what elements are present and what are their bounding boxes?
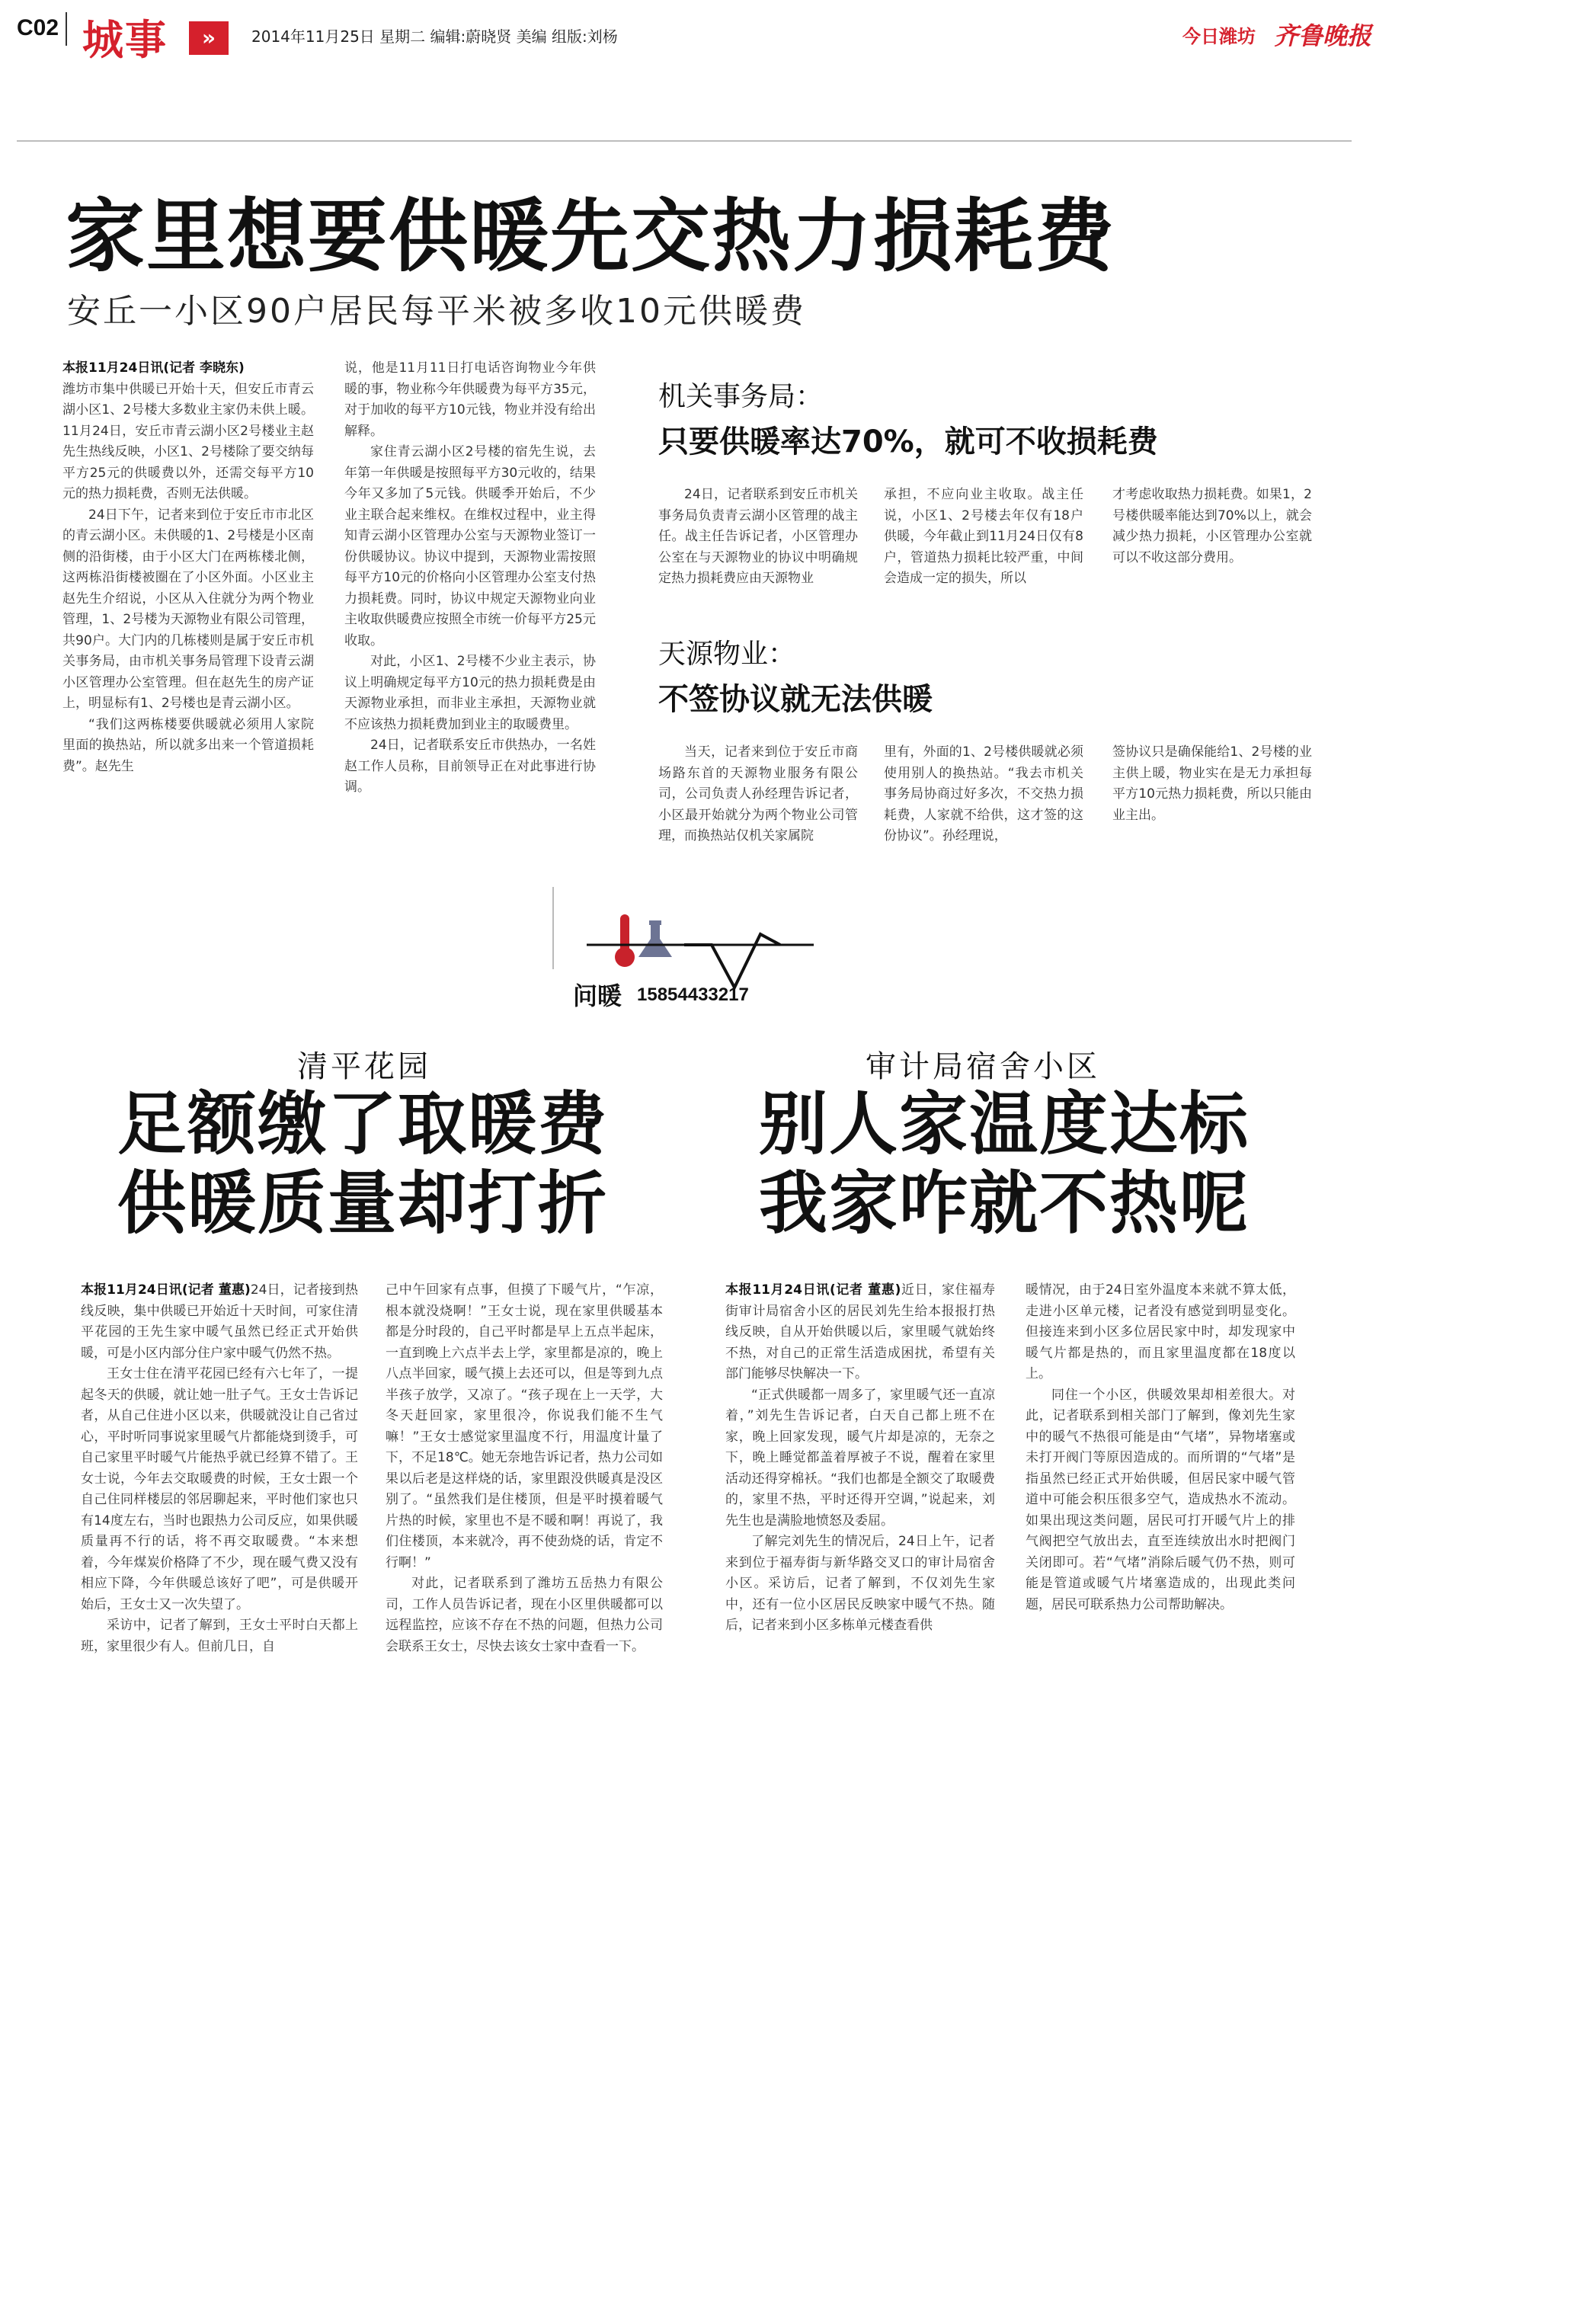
paragraph: 24日，记者联系到安丘市机关事务局负责青云湖小区管理的战主任。战主任告诉记者，小区管理办公室在与天源物业的协议中明确规定热力损耗费应由天源物业 (658, 487, 858, 586)
header-rule (17, 140, 1352, 142)
hotline-label: 问暖 (573, 981, 622, 1010)
paragraph: 对此，小区1、2号楼不少业主表示，协议上明确规定每平方10元的热力损耗费是由天源物业承担，而非业主承担，天源物业就不应该热力损耗费加到业主的取暖费里。 (344, 654, 596, 732)
paragraph: 里有，外面的1、2号楼供暖就必须使用别人的换热站。“我去市机关事务局协商过好多次，不交热力损耗费，人家就不给供，这才签的这份协议”。孙经理说， (884, 744, 1083, 843)
left-story-column-2 (386, 1280, 663, 1722)
right-story-column-2 (1026, 1280, 1295, 1722)
section-title: 城事 (82, 16, 168, 64)
byline: 本报11月24日讯(记者 董惠) (81, 1282, 251, 1298)
header-divider (66, 12, 67, 46)
paragraph: 对此，记者联系到了潍坊五岳热力有限公司，工作人员告诉记者，现在小区里供暖都可以远程监控，应该不存在不热的问题，但热力公司会联系王女士，尽快去该女士家中查看一下。 (386, 1576, 663, 1654)
flask-icon (638, 920, 672, 957)
paragraph: 家住青云湖小区2号楼的宿先生说，去年第一年供暖是按照每平方30元收的，结果今年又多加了5元钱。供暖季开始后，不少业主联合起来维权。在维权过程中，业主得知青云湖小区管理办公室与天源物业签订一份供暖协议。协议中提到，天源物业需按照每平方10元的价格向小区管理办公室支付热力损耗费。同时，协议中规定天源物业向业主收取供暖费应按照全市统一价每平方25元收取。 (344, 444, 596, 648)
right-story-column-1 (725, 1280, 995, 1722)
sidebar-column-1 (658, 742, 858, 872)
paragraph: 当天，记者来到位于安丘市商场路东首的天源物业服务有限公司，公司负责人孙经理告诉记者，小区最开始就分为两个物业公司管理，而换热站仅机关家属院 (658, 744, 858, 843)
sidebar-headline: 不签协议就无法供暖 (658, 682, 933, 717)
paragraph: 签协议只是确保能给1、2号楼的业主供上暖，物业实在是无力承担每平方10元热力损耗费，所以只能由业主出。 (1112, 744, 1312, 823)
sidebar-column-2 (884, 485, 1083, 614)
paragraph: 同住一个小区，供暖效果却相差很大。对此，记者联系到相关部门了解到，像刘先生家中的暖气不热很可能是由“气堵”，异物堵塞或未打开阀门等原因造成的。而所谓的“气堵”是指虽然已经正式开始供暖，但居民家中暖气管道中可能会积压很多空气，造成热水不流动。如果出现这类问题，居民可打开暖气片上的排气阀把空气放出去，直至连续放出水时把阀门关闭即可。若“气堵”消除后暖气仍不热，则可能是管道或暖气片堵塞造成的，出现此类问题，居民可联系热力公司帮助解决。 (1026, 1387, 1295, 1612)
sidebar-column-3 (1112, 742, 1312, 872)
paragraph: 暖情况，由于24日室外温度本来就不算太低，走进小区单元楼，记者没有感觉到明显变化。但接连来到小区多位居民家中时，却发现家中暖气片都是热的，而且家里温度都在18度以上。 (1026, 1282, 1295, 1381)
sidebar-column-1 (658, 485, 858, 614)
paragraph: 潍坊市集中供暖已开始十天，但安丘市青云湖小区1、2号楼大多数业主家仍未供上暖。11月24日，安丘市青云湖小区2号楼业主赵先生热线反映，小区1、2号楼除了要交纳每平方25元的供暖费以外，还需交每平方10元的热力损耗费，否则无法供暖。 (62, 381, 314, 501)
masthead-logo: 齐鲁晚报 (1274, 21, 1372, 50)
paragraph: 24日下午，记者来到位于安丘市市北区的青云湖小区。未供暖的1、2号楼是小区南侧的沿街楼，由于小区大门在两栋楼北侧，这两栋沿街楼被圈在了小区外面。小区业主赵先生介绍说，小区从入住就分为两个物业管理，1、2号楼为天源物业有限公司管理，共90户。大门内的几栋楼则是属于安丘市机关事务局，由市机关事务局管理下设青云湖小区管理办公室管理。但在赵先生的房产证上，明显标有1、2号楼也是青云湖小区。 (62, 507, 314, 711)
story-kicker-right: 审计局宿舍小区 (866, 1049, 1100, 1084)
section-arrow-icon: » (189, 21, 229, 55)
sidebar-kicker: 天源物业： (658, 639, 796, 670)
main-subheadline: 安丘一小区90户居民每平米被多收10元供暖费 (67, 292, 806, 331)
hotline-phone: 15854433217 (637, 984, 749, 1005)
sidebar-kicker: 机关事务局： (658, 381, 824, 412)
byline: 本报11月24日讯(记者 董惠) (725, 1282, 901, 1298)
paragraph: 了解完刘先生的情况后，24日上午，记者来到位于福寿街与新华路交叉口的审计局宿舍小区。采访后，记者了解到，不仅刘先生家中，还有一位小区居民反映家中暖气不热。随后，记者来到小区多栋单元楼查看供 (725, 1534, 995, 1633)
paragraph: 王女士住在清平花园已经有六七年了，一提起冬天的供暖，就让她一肚子气。王女士告诉记者，从自己住进小区以来，供暖就没让自己省过心，平时听同事说家里暖气片都能烧到烫手，可自己家里平时暖气片能热乎就已经算不错了。王女士说，今年去交取暖费的时候，王女士跟一个自己住同样楼层的邻居聊起来，平时他们家也只有14度左右，当时也跟热力公司反应，如果供暖质量再不行的话，将不再交取暖费。“本来想着，今年煤炭价格降了不少，现在暖气费又没有相应下降，今年供暖总该好了吧”，可是供暖开始后，王女士又一次失望了。 (81, 1366, 358, 1612)
story-headline-left-line1: 足额缴了取暖费 (117, 1084, 608, 1164)
paragraph: “正式供暖都一周多了，家里暖气还一直凉着，”刘先生告诉记者，白天自己都上班不在家，晚上回家发现，暖气片却是凉的，无奈之下，晚上睡觉都盖着厚被子不说，醒着在家里活动还得穿棉袄。“我们也都是全额交了取暖费的，家里不热，平时还得开空调，”说起来，刘先生也是满脸地愤怒及委屈。 (725, 1387, 995, 1529)
paragraph: “我们这两栋楼要供暖就必须用人家院里面的换热站，所以就多出来一个管道损耗费”。赵先生 (62, 716, 314, 774)
main-story-column-2 (344, 358, 596, 869)
paragraph: 承担，不应向业主收取。战主任说，小区1、2号楼去年仅有18户供暖，今年截止到11月24日仅有8户，管道热力损耗比较严重，中间会造成一定的损失，所以 (884, 487, 1083, 586)
masthead-tag: 今日潍坊 (1182, 26, 1256, 47)
paragraph: 近日，家住福寿街审计局宿舍小区的居民刘先生给本报报打热线反映，自从开始供暖以后，家里暖气就始终不热，对自己的正常生活造成困扰，希望有关部门能够尽快解决一下。 (725, 1282, 995, 1381)
paragraph: 才考虑收取热力损耗费。如果1，2号楼供暖率能达到70%以上，就会减少热力损耗，小区管理办公室就可以不收这部分费用。 (1112, 487, 1312, 565)
page-number: C02 (17, 15, 59, 40)
thermometer-icon (615, 914, 635, 967)
story-headline-left-line2: 供暖质量却打折 (117, 1164, 608, 1244)
paragraph: 说，他是11月11日打电话咨询物业今年供暖的事，物业称今年供暖费为每平方35元，对于加收的每平方10元钱，物业并没有给出解释。 (344, 360, 596, 439)
story-kicker-left: 清平花园 (297, 1049, 431, 1084)
byline: 本报11月24日讯(记者 李晓东) (62, 360, 245, 376)
paragraph: 24日，记者联系安丘市供热办，一名姓赵工作人员称，目前领导正在对此事进行协调。 (344, 738, 596, 795)
sidebar-column-3 (1112, 485, 1312, 614)
paragraph: 采访中，记者了解到，王女士平时白天都上班，家里很少有人。但前几日，自 (81, 1618, 358, 1654)
sidebar-headline: 只要供暖率达70%，就可不收损耗费 (658, 424, 1158, 459)
left-story-column-1 (81, 1280, 358, 1722)
main-story-column-1 (62, 358, 314, 869)
story-headline-right-line1: 别人家温度达标 (759, 1084, 1250, 1164)
paragraph: 24日，记者接到热线反映，集中供暖已开始近十天时间，可家住清平花园的王先生家中暖气虽然已经正式开始供暖，可是小区内部分住户家中暖气仍然不热。 (81, 1282, 358, 1361)
sidebar-column-2 (884, 742, 1083, 872)
issue-info: 2014年11月25日 星期二 编辑:蔚晓贤 美编 组版:刘杨 (251, 27, 618, 46)
paragraph: 己中午回家有点事，但摸了下暖气片，“乍凉，根本就没烧啊！”王女士说，现在家里供暖基本都是分时段的，自己平时都是早上五点半起床，一直到晚上六点半去上学，家里都是凉的，晚上八点半回家，暖气摸上去还可以，但是等到九点半孩子放学，又凉了。“孩子现在上一天学，大冬天赶回家，家里很冷，你说我们能不生气嘛！”王女士感觉家里温度不行，用温度计量了下，不足18℃。她无奈地告诉记者，热力公司如果以后老是这样烧的话，家里跟没供暖真是没区别了。“虽然我们是住楼顶，但是平时摸着暖气片热的时候，家里也不是不暖和啊！再说了，我们住楼顶，本来就冷，再不使劲烧的话，肯定不行啊！” (386, 1282, 663, 1570)
story-headline-right-line2: 我家咋就不热呢 (759, 1164, 1250, 1244)
main-headline: 家里想要供暖先交热力损耗费 (66, 190, 1116, 283)
